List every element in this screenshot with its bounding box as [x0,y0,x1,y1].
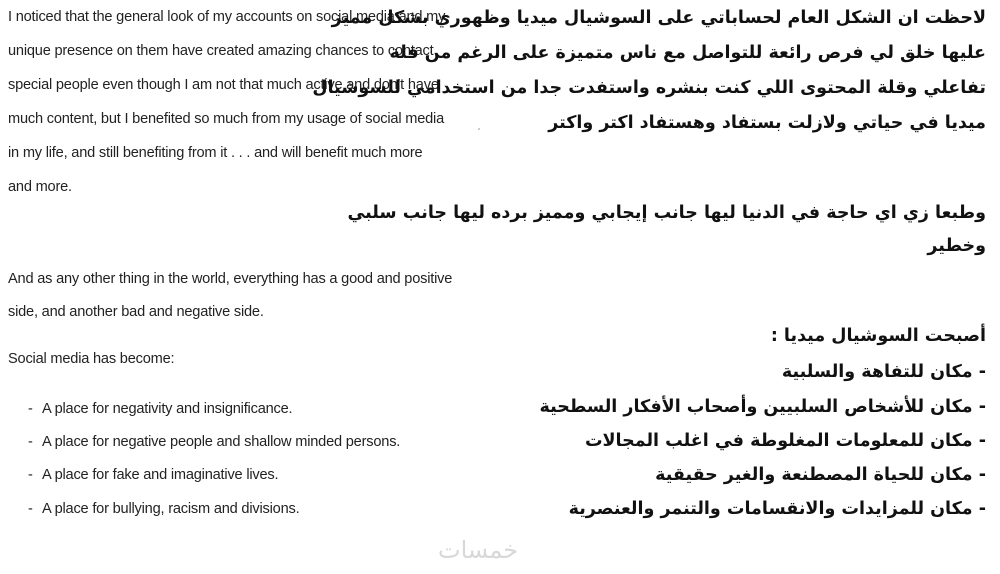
english-paragraph1-line: and more. [8,179,72,195]
arabic-list-item: - مكان للمعلومات المغلوطة في اغلب المجالات [584,431,986,451]
arabic-paragraph1-line: عليها خلق لي فرص رائعة للتواصل مع ناس متميزة على الرغم من قلة [389,43,986,63]
bullet-dash: - [28,467,33,483]
english-paragraph1-line: unique presence on them have created amazing chances to contact [8,43,434,59]
bullet-dash: - [28,501,33,517]
english-paragraph2-line: side, and another bad and negative side. [8,304,264,320]
arabic-paragraph1-line: لاحظت ان الشكل العام لحساباتي على السوشيال ميديا وظهوري بشكل مميز [331,8,986,28]
watermark-logo: خمسات [438,536,519,564]
stray-dot [478,128,480,130]
arabic-list-item: - مكان للحياة المصطنعة والغير حقيقية [655,465,986,485]
arabic-paragraph1-line: تفاعلي وقلة المحتوى اللي كنت بنشره واستفدت جدا من استخدامي للسوشيال [312,78,986,98]
bullet-dash: - [28,401,33,417]
english-paragraph1-line: I noticed that the general look of my accounts on social media and my [8,9,446,25]
english-list-item: A place for bullying, racism and divisions. [42,501,300,517]
english-paragraph1-line: in my life, and still benefiting from it . . . and will benefit much more [8,145,423,161]
english-paragraph2-line: And as any other thing in the world, everything has a good and positive [8,271,453,287]
arabic-paragraph2-line: وخطير [927,236,986,256]
bullet-dash: - [28,434,33,450]
english-list-item: A place for negative people and shallow minded persons. [42,434,401,450]
arabic-list-item: - مكان للمزايدات والانقسامات والتنمر والعنصرية [568,499,986,519]
english-paragraph1-line: much content, but I benefited so much from my usage of social media [8,111,444,127]
arabic-list-intro: أصبحت السوشيال ميديا : [770,326,986,346]
english-paragraph1-line: special people even though I am not that much active and don't have [8,77,439,93]
arabic-list-item: - مكان للتفاهة والسلبية [781,362,986,382]
english-list-item: A place for negativity and insignificance. [42,401,293,417]
arabic-paragraph1-line: ميديا في حياتي ولازلت بستفاد وهستفاد اكتر واكتر [548,113,986,133]
arabic-paragraph2-line: وطبعا زي اي حاجة في الدنيا ليها جانب إيجابي ومميز برده ليها جانب سلبي [347,203,986,223]
english-list-item: A place for fake and imaginative lives. [42,467,279,483]
arabic-list-item: - مكان للأشخاص السلبيين وأصحاب الأفكار السطحية [539,397,986,417]
english-list-intro: Social media has become: [8,351,175,367]
